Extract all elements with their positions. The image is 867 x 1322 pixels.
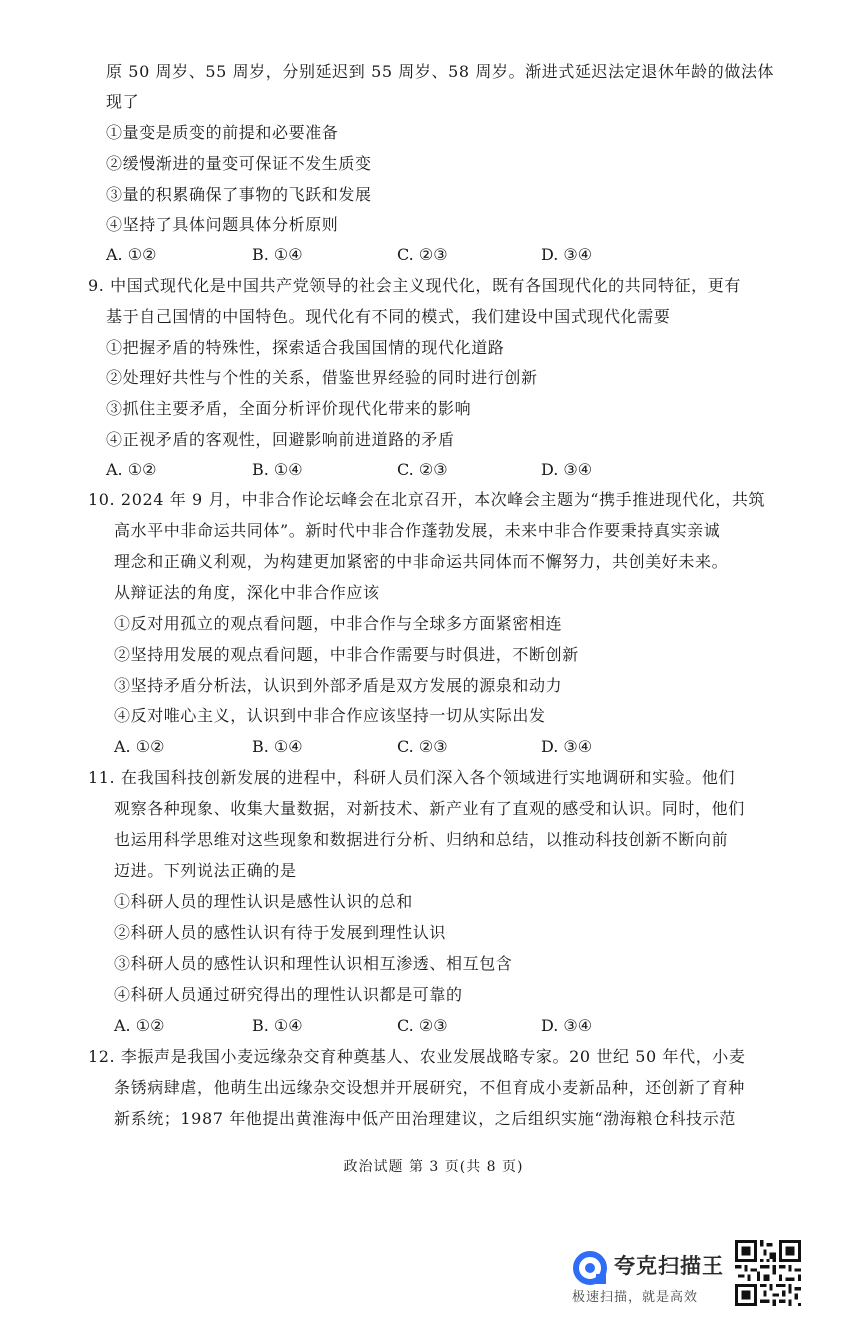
- q11-option-a: A. ①②: [114, 1016, 165, 1035]
- q10-option-c: C. ②③: [397, 737, 448, 756]
- q11-text-line-2: 观察各种现象、收集大量数据，对新技术、新产业有了直观的感受和认识。同时，他们: [114, 799, 745, 818]
- q10-item-2: ②坚持用发展的观点看问题，中非合作需要与时俱进，不断创新: [114, 645, 579, 664]
- q9-option-c: C. ②③: [397, 460, 448, 479]
- q11-item-4: ④科研人员通过研究得出的理性认识都是可靠的: [114, 985, 463, 1004]
- q10-item-4: ④反对唯心主义，认识到中非合作应该坚持一切从实际出发: [114, 706, 546, 725]
- q11-item-2: ②科研人员的感性认识有待于发展到理性认识: [114, 923, 447, 942]
- q8-option-a: A. ①②: [106, 245, 157, 264]
- q8-option-b: B. ①④: [252, 245, 303, 264]
- q11-item-3: ③科研人员的感性认识和理性认识相互渗透、相互包含: [114, 954, 513, 973]
- q11-option-d: D. ③④: [541, 1016, 593, 1035]
- q9-option-a: A. ①②: [106, 460, 157, 479]
- q8-option-c: C. ②③: [397, 245, 448, 264]
- q10-item-1: ①反对用孤立的观点看问题，中非合作与全球多方面紧密相连: [114, 614, 563, 633]
- q12-text-line-3: 新系统；1987 年他提出黄淮海中低产田治理建议，之后组织实施“渤海粮仓科技示范: [114, 1109, 736, 1128]
- q11-options: [0, 1016, 867, 1038]
- quark-logo-icon: [572, 1250, 608, 1286]
- scanner-watermark: [572, 1246, 732, 1306]
- q12-text-line-2: 条锈病肆虐，他萌生出远缘杂交设想并开展研究，不但育成小麦新品种，还创新了育种: [114, 1078, 745, 1097]
- q11-text-line-4: 迈进。下列说法正确的是: [114, 861, 297, 880]
- brand-slogan: 极速扫描，就是高效: [572, 1290, 699, 1305]
- q11-text-line-3: 也运用科学思维对这些现象和数据进行分析、归纳和总结，以推动科技创新不断向前: [114, 830, 729, 849]
- q8-item-3: ③量的积累确保了事物的飞跃和发展: [106, 185, 372, 204]
- q11-item-1: ①科研人员的理性认识是感性认识的总和: [114, 892, 413, 911]
- q8-item-1: ①量变是质变的前提和必要准备: [106, 123, 339, 142]
- q10-item-3: ③坚持矛盾分析法，认识到外部矛盾是双方发展的源泉和动力: [114, 676, 563, 695]
- page-footer: 政治试题 第 3 页(共 8 页): [343, 1159, 524, 1175]
- q9-item-2: ②处理好共性与个性的关系，借鉴世界经验的同时进行创新: [106, 368, 538, 387]
- q11-option-b: B. ①④: [252, 1016, 303, 1035]
- q9-text-line-1: 9. 中国式现代化是中国共产党领导的社会主义现代化，既有各国现代化的共同特征，更有: [88, 276, 741, 295]
- q12-text-line-1: 12. 李振声是我国小麦远缘杂交育种奠基人、农业发展战略专家。20 世纪 50 年代，小麦: [88, 1047, 746, 1066]
- q9-options: [0, 460, 867, 482]
- q10-text-line-1: 10. 2024 年 9 月，中非合作论坛峰会在北京召开，本次峰会主题为“携手推进现代化，共筑: [88, 490, 766, 509]
- q9-text-line-2: 基于自己国情的中国特色。现代化有不同的模式，我们建设中国式现代化需要: [106, 307, 671, 326]
- q9-option-d: D. ③④: [541, 460, 593, 479]
- q8-options: [0, 245, 867, 267]
- q8-text-line-1: 原 50 周岁、55 周岁，分别延迟到 55 周岁、58 周岁。渐进式延迟法定退休年龄的做法体: [106, 62, 775, 81]
- q10-options: [0, 737, 867, 759]
- q10-text-line-3: 理念和正确义利观，为构建更加紧密的中非命运共同体而不懈努力，共创美好未来。: [114, 552, 729, 571]
- q11-option-c: C. ②③: [397, 1016, 448, 1035]
- q9-item-4: ④正视矛盾的客观性，回避影响前进道路的矛盾: [106, 430, 455, 449]
- q9-item-1: ①把握矛盾的特殊性，探索适合我国国情的现代化道路: [106, 338, 505, 357]
- q10-text-line-2: 高水平中非命运共同体”。新时代中非合作蓬勃发展，未来中非合作要秉持真实亲诚: [114, 521, 721, 540]
- q8-option-d: D. ③④: [541, 245, 593, 264]
- q10-option-d: D. ③④: [541, 737, 593, 756]
- q8-item-2: ②缓慢渐进的量变可保证不发生质变: [106, 154, 372, 173]
- q10-option-b: B. ①④: [252, 737, 303, 756]
- q8-item-4: ④坚持了具体问题具体分析原则: [106, 215, 339, 234]
- q10-option-a: A. ①②: [114, 737, 165, 756]
- q11-text-line-1: 11. 在我国科技创新发展的进程中，科研人员们深入各个领域进行实地调研和实验。他们: [88, 768, 736, 787]
- brand-name: 夸克扫描王: [614, 1254, 724, 1278]
- q10-text-line-4: 从辩证法的角度，深化中非合作应该: [114, 583, 380, 602]
- qr-code-icon: [735, 1240, 801, 1306]
- q8-text-line-2: 现了: [106, 92, 140, 111]
- q9-item-3: ③抓住主要矛盾，全面分析评价现代化带来的影响: [106, 399, 472, 418]
- q9-option-b: B. ①④: [252, 460, 303, 479]
